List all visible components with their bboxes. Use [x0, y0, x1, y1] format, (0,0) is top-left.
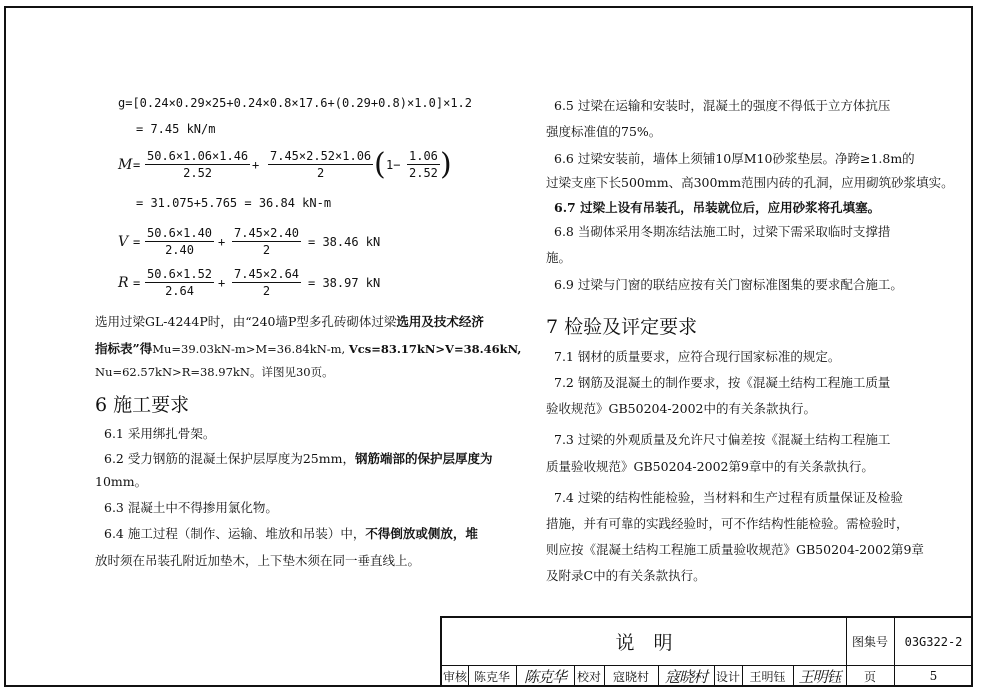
V-fraction-2-numerator: 7.45×2.40	[234, 226, 300, 240]
item-6-3: 6.3 混凝土中不得掺用氯化物。	[104, 500, 278, 515]
design-name: 王明钰	[749, 669, 786, 684]
selection-text-bold: 指标表”得	[95, 341, 153, 356]
selection-text-bold: 选用及技术经济	[396, 314, 484, 329]
page-number: 5	[929, 669, 938, 683]
item-7-2-line-1: 7.2 钢筋及混凝土的制作要求，按《混凝土结构工程施工质量	[554, 375, 891, 390]
item-7-3-line-1: 7.3 过梁的外观质量及允许尺寸偏差按《混凝土结构工程施工	[554, 432, 891, 447]
M-fraction-3	[407, 149, 440, 180]
item-6-2-text-bold: 钢筋端部的保护层厚度为	[354, 451, 493, 466]
item-6-9: 6.9 过梁与门窗的联结应按有关门窗标准图集的要求配合施工。	[554, 277, 903, 292]
g-result: = 7.45 kN/m	[136, 122, 216, 136]
M-fraction-2	[268, 149, 373, 180]
review-signature: 陈克华	[523, 667, 566, 686]
title-block	[440, 616, 971, 685]
item-6-5-line-1: 6.5 过梁在运输和安装时，混凝土的强度不得低于立方体抗压	[554, 98, 891, 113]
item-7-1: 7.1 钢材的质量要求，应符合现行国家标准的规定。	[554, 349, 841, 364]
selection-paragraph-line-3: Nu=62.57kN>R=38.97kN。详图见30页。	[95, 365, 334, 379]
drawing-title: 说 明	[615, 632, 673, 654]
selection-text-bold: Vcs=83.17kN>V=38.46kN,	[348, 342, 522, 356]
M-plus: +	[252, 158, 260, 172]
M-result: = 31.075+5.765 = 36.84 kN-m	[136, 196, 332, 210]
V-fraction-1	[145, 226, 214, 257]
M-fraction-1-numerator: 50.6×1.06×1.46	[147, 149, 249, 163]
item-6-1: 6.1 采用绑扎骨架。	[104, 426, 216, 441]
item-7-4-line-3: 则应按《混凝土结构工程施工质量验收规范》GB50204-2002第9章	[546, 542, 924, 557]
V-result: = 38.46 kN	[308, 235, 381, 249]
selection-paragraph-line-1	[95, 312, 484, 330]
item-6-2-line-2: 10mm。	[95, 474, 148, 489]
M-one-minus: 1−	[386, 158, 401, 172]
selection-text: Mu=39.03kN-m>M=36.84kN-m,	[152, 342, 349, 356]
M-fraction-1	[145, 149, 250, 180]
R-plus: +	[218, 276, 226, 290]
design-signature: 王明钰	[798, 667, 841, 686]
item-6-8-line-1: 6.8 当砌体采用冬期冻结法施工时，过梁下需采取临时支撑措	[554, 224, 891, 239]
V-fraction-1-denominator: 2.40	[165, 243, 194, 257]
item-6-4-text: 6.4 施工过程（制作、运输、堆放和吊装）中，	[104, 526, 366, 541]
item-6-6-line-1: 6.6 过梁安装前，墙体上须铺10厚M10砂浆垫层。净跨≥1.8m的	[554, 151, 915, 166]
item-6-2-line-1	[104, 449, 492, 467]
R-equals: =	[133, 276, 141, 290]
R-symbol: R	[118, 275, 129, 291]
item-6-6-line-2: 过梁支座下长500mm、高300mm范围内砖的孔洞，应用砌筑砂浆填实。	[546, 175, 954, 190]
item-6-4-line-2: 放时须在吊装孔附近加垫木，上下垫木须在同一垂直线上。	[95, 553, 421, 568]
item-6-5-line-2: 强度标准值的75%。	[546, 124, 662, 139]
design-label: 设计	[715, 669, 740, 684]
review-name: 陈克华	[473, 669, 510, 684]
g-formula: g=[0.24×0.29×25+0.24×0.8×17.6+(0.29+0.8)×1.0]×1.2	[118, 96, 473, 110]
review-label: 审核	[442, 669, 467, 684]
item-7-3-line-2: 质量验收规范》GB50204-2002第9章中的有关条款执行。	[546, 459, 874, 474]
R-fraction-2-denominator: 2	[262, 284, 271, 298]
M-fraction-2-denominator: 2	[316, 166, 325, 180]
V-fraction-1-numerator: 50.6×1.40	[147, 226, 213, 240]
check-name: 寇晓村	[612, 669, 649, 684]
M-symbol: M	[118, 157, 133, 173]
item-6-2-text: 6.2 受力钢筋的混凝土保护层厚度为25mm，	[104, 451, 355, 466]
M-right-paren: )	[440, 147, 452, 182]
section-7-heading: 7 检验及评定要求	[546, 316, 698, 338]
atlas-number-label: 图集号	[851, 635, 888, 649]
item-7-4-line-2: 措施，并有可靠的实践经验时，可不作结构性能检验。需检验时，	[546, 516, 909, 531]
V-fraction-2	[232, 226, 301, 257]
V-equals: =	[133, 235, 141, 249]
V-plus: +	[218, 235, 226, 249]
M-fraction-3-numerator: 1.06	[409, 149, 438, 163]
M-fraction-1-denominator: 2.52	[183, 166, 213, 180]
item-6-8-line-2: 施。	[546, 250, 572, 265]
item-7-2-line-2: 验收规范》GB50204-2002中的有关条款执行。	[546, 401, 816, 416]
selection-paragraph-line-2	[95, 339, 521, 357]
atlas-number: 03G322-2	[904, 634, 963, 649]
check-signature: 寇晓村	[664, 667, 707, 686]
page-label: 页	[863, 669, 876, 684]
item-7-4-line-4: 及附录C中的有关条款执行。	[546, 568, 706, 583]
item-6-4-text-bold: 不得倒放或侧放，堆	[365, 526, 478, 541]
V-fraction-2-denominator: 2	[262, 243, 271, 257]
M-fraction-2-numerator: 7.45×2.52×1.06	[270, 149, 372, 163]
M-equals: =	[133, 158, 141, 172]
R-result: = 38.97 kN	[308, 276, 381, 290]
item-7-4-line-1: 7.4 过梁的结构性能检验，当材料和生产过程有质量保证及检验	[554, 490, 903, 505]
M-fraction-3-denominator: 2.52	[409, 166, 438, 180]
item-6-4-line-1	[104, 524, 478, 542]
V-symbol: V	[118, 234, 129, 250]
M-left-paren: (	[374, 147, 386, 182]
item-6-7: 6.7 过梁上设有吊装孔，吊装就位后，应用砂浆将孔填塞。	[554, 200, 881, 215]
selection-text: 选用过梁GL-4244P时，由“240墙P型多孔砖砌体过梁	[95, 314, 397, 329]
R-fraction-1-denominator: 2.64	[165, 284, 194, 298]
R-fraction-1	[145, 267, 214, 298]
section-6-heading: 6 施工要求	[95, 394, 190, 416]
R-fraction-2-numerator: 7.45×2.64	[234, 267, 300, 281]
R-fraction-1-numerator: 50.6×1.52	[147, 267, 213, 281]
R-fraction-2	[232, 267, 301, 298]
check-label: 校对	[576, 669, 601, 684]
